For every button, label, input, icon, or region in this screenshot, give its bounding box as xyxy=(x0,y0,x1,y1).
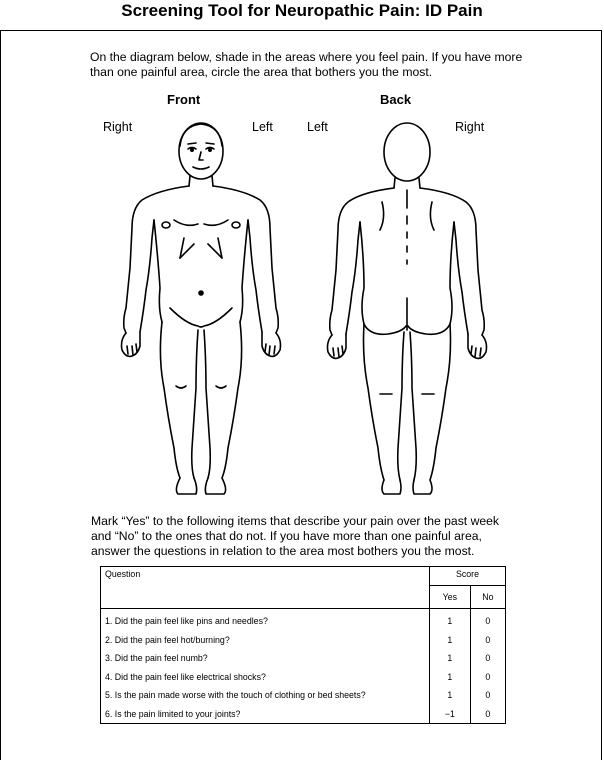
yes-header: Yes xyxy=(430,586,471,609)
back-left-leg xyxy=(364,324,385,480)
yes-score[interactable]: 1 xyxy=(430,631,471,650)
back-label: Back xyxy=(380,92,412,107)
front-right-arm-outer xyxy=(124,186,189,333)
table-row xyxy=(101,609,506,631)
table-row xyxy=(101,686,506,705)
page-title: Screening Tool for Neuropathic Pain: ID Pain xyxy=(121,1,483,20)
front-left-leg xyxy=(222,322,242,478)
table-row xyxy=(101,668,506,687)
front-left-arm-outer xyxy=(213,186,278,333)
yes-score[interactable]: 1 xyxy=(430,686,471,705)
front-right-foot xyxy=(176,478,196,494)
question-text: 6. Is the pain limited to your joints? xyxy=(101,705,430,724)
question-header: Question xyxy=(101,567,430,609)
yes-score[interactable]: 1 xyxy=(430,609,471,631)
no-header: No xyxy=(470,586,505,609)
yes-score[interactable]: 1 xyxy=(430,649,471,668)
front-left-foot xyxy=(205,478,225,494)
front-right-label: Right xyxy=(103,120,133,134)
no-score[interactable]: 0 xyxy=(470,631,505,650)
no-score[interactable]: 0 xyxy=(470,668,505,687)
front-left-label: Left xyxy=(252,120,273,134)
score-header: Score xyxy=(430,567,506,586)
intro-text: On the diagram below, shade in the areas where you feel pain. If you have more than one painful area, circle the area that bothers you the most. xyxy=(90,50,523,79)
back-left-buttock xyxy=(364,324,406,334)
question-text: 5. Is the pain made worse with the touch of clothing or bed sheets? xyxy=(101,686,430,705)
back-head xyxy=(384,123,430,181)
question-text: 1. Did the pain feel like pins and needles? xyxy=(101,609,430,631)
question-text: 4. Did the pain feel like electrical shocks? xyxy=(101,668,430,687)
back-left-foot xyxy=(382,480,401,494)
no-score[interactable]: 0 xyxy=(470,705,505,724)
front-label: Front xyxy=(167,92,201,107)
yes-score[interactable]: 1 xyxy=(430,668,471,687)
no-score[interactable]: 0 xyxy=(470,649,505,668)
no-score[interactable]: 0 xyxy=(470,686,505,705)
back-right-foot xyxy=(413,480,432,494)
instructions-text: Mark “Yes” to the following items that describe your pain over the past week and “No” to the ones that do not. If you have more than one painful area, answer the questions in relation to the area most bothers you the most. xyxy=(91,514,500,558)
front-navel xyxy=(199,291,203,295)
question-text: 2. Did the pain feel hot/burning? xyxy=(101,631,430,650)
back-body-diagram[interactable] xyxy=(322,118,492,498)
front-body-diagram[interactable] xyxy=(118,118,284,498)
question-text: 3. Did the pain feel numb? xyxy=(101,649,430,668)
table-row xyxy=(101,705,506,724)
front-right-leg xyxy=(160,322,180,478)
no-score[interactable]: 0 xyxy=(470,609,505,631)
table-row xyxy=(101,631,506,650)
back-right-buttock xyxy=(408,324,450,334)
back-left-label: Left xyxy=(307,120,328,134)
question-table xyxy=(100,566,506,724)
table-row xyxy=(101,649,506,668)
yes-score[interactable]: −1 xyxy=(430,705,471,724)
back-right-label: Right xyxy=(455,120,485,134)
back-right-leg xyxy=(430,324,451,480)
